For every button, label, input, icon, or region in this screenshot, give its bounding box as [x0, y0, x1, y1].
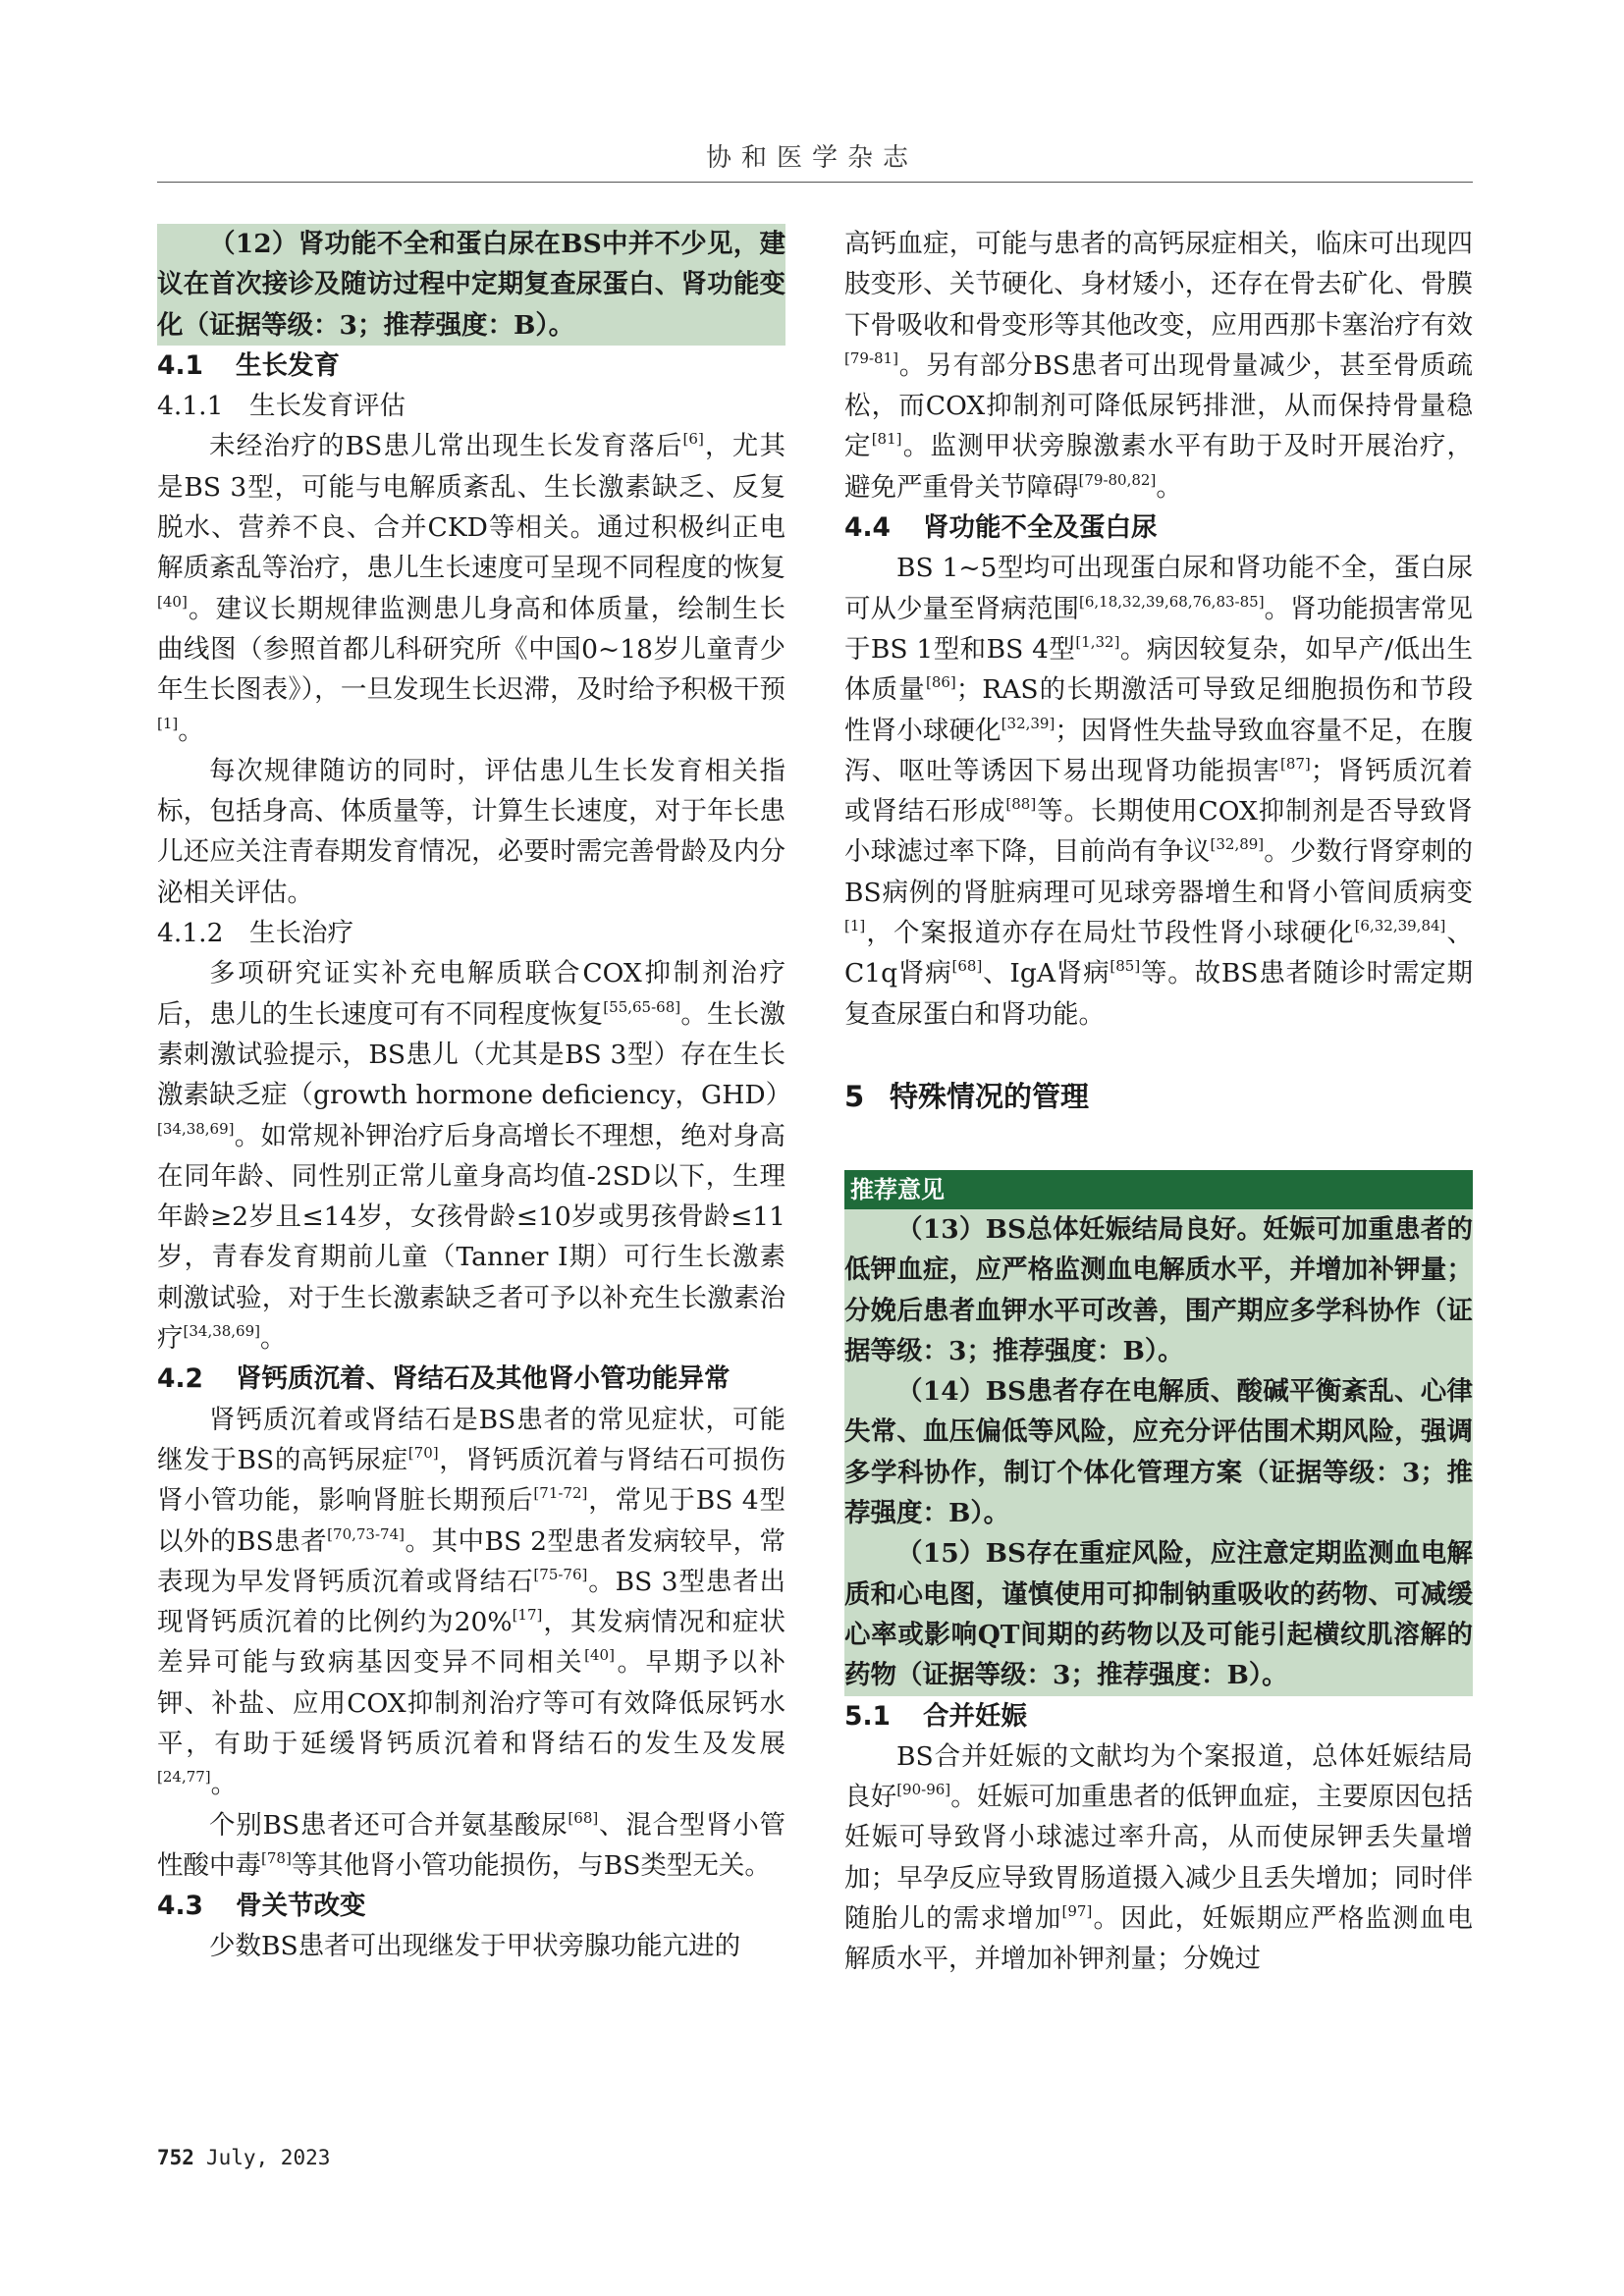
page-number: 752	[157, 2146, 194, 2169]
citation: [79-81]	[844, 348, 898, 367]
citation: [86]	[925, 673, 956, 692]
paragraph-growth-treatment: 多项研究证实补充电解质联合COX抑制剂治疗后，患儿的生长速度可有不同程度恢复[55,65-68]。生长激素刺激试验提示，BS患儿（尤其是BS 3型）存在生长激素缺乏症（growth hormone deficiency，GHD）[34,38,69]。如常规补钾治疗后身高增长不理想，绝对身高在同年龄、同性别正常儿童身高均值-2SD以下，生理年龄≥2岁且≤14岁，女孩骨龄≤10岁或男孩骨龄≤11岁，青春发育期前儿童（Tanner Ⅰ期）可行生长激素刺激试验，对于生长激素缺乏者可予以补充生长激素治疗[34,38,69]。	[157, 958, 792, 1355]
recommendation-box	[844, 1170, 1473, 1696]
paragraph-renal-proteinuria: BS 1~5型均可出现蛋白尿和肾功能不全，蛋白尿可从少量至肾病范围[6,18,32,39,68,76,83-85]。肾功能损害常见于BS 1型和BS 4型[1,32]。病因较复杂，如早产/低出生体质量[86]；RAS的长期激活可导致足细胞损伤和节段性肾小球硬化[32,39]；因肾性失盐导致血容量不足，在腹泻、呕吐等诱因下易出现肾功能损害[87]；肾钙质沉着或肾结石形成[88]等。长期使用COX抑制剂是否导致肾小球滤过率下降，目前尚有争议[32,89]。少数行肾穿刺的BS病例的肾脏病理可见球旁器增生和肾小管间质病变[1]，个案报道亦存在局灶节段性肾小球硬化[6,32,39,84]、C1q肾病[68]、IgA肾病[85]等。故BS患者随诊时需定期复查尿蛋白和肾功能。	[844, 553, 1474, 1030]
section-4-1-2-heading: 4.1.2 生长治疗	[157, 918, 353, 949]
page-footer	[157, 2146, 330, 2169]
citation: [85]	[1110, 957, 1141, 976]
paragraph-followup: 每次规律随访的同时，评估患儿生长发育相关指标，包括身高、体质量等，计算生长速度，对于年长患儿还应关注青春期发育情况，必要时需完善骨龄及内分泌相关评估。	[157, 755, 785, 908]
paragraph-nephrocalcinosis: 肾钙质沉着或肾结石是BS患者的常见症状，可能继发于BS的高钙尿症[70]，肾钙质沉着与肾结石可损伤肾小管功能，影响肾脏长期预后[71-72]，常见于BS 4型以外的BS患者[70,73-74]。其中BS 2型患者发病较早，常表现为早发肾钙质沉着或肾结石[75-76]。BS 3型患者出现肾钙质沉着的比例约为20%[17]，其发病情况和症状差异可能与致病基因变异不同相关[40]。早期予以补钾、补盐、应用COX抑制剂治疗等可有效降低尿钙水平，有助于延缓肾钙质沉着和肾结石的发生及发展[24,77]。	[157, 1404, 786, 1800]
journal-header: 协和医学杂志	[705, 143, 918, 173]
section-4-2-heading: 4.2 肾钙质沉着、肾结石及其他肾小管功能异常	[157, 1363, 731, 1395]
citation: [40]	[584, 1646, 615, 1665]
citation: [88]	[1005, 795, 1037, 814]
citation: [70,73-74]	[327, 1524, 405, 1543]
citation: [6]	[682, 430, 704, 449]
recommendation-box-title: 推荐意见	[844, 1170, 1473, 1209]
citation: [40]	[157, 592, 188, 611]
paragraph-bone-start: 少数BS患者可出现继发于甲状旁腺功能亢进的	[209, 1931, 741, 1962]
citation: [34,38,69]	[157, 1119, 235, 1138]
issue-date: July, 2023	[205, 2146, 331, 2169]
citation: [78]	[261, 1848, 292, 1867]
citation: [1,32]	[1075, 632, 1120, 651]
header-rule	[157, 182, 1473, 183]
paragraph-pregnancy: BS合并妊娠的文献均为个案报道，总体妊娠结局良好[90-96]。妊娠可加重患者的低钾血症，主要原因包括妊娠可导致肾小球滤过率升高，从而使尿钾丢失量增加；早孕反应导致胃肠道摄入减少且丢失增加；同时伴随胎儿的需求增加[97]。因此，妊娠期应严格监测血电解质水平，并增加补钾剂量；分娩过	[844, 1740, 1474, 1975]
section-4-1-heading: 4.1 生长发育	[157, 349, 340, 381]
section-4-4-heading: 4.4 肾功能不全及蛋白尿	[844, 512, 1158, 544]
right-column	[844, 224, 1473, 1980]
section-5-1-heading: 5.1 合并妊娠	[844, 1700, 1027, 1732]
citation: [87]	[1279, 754, 1311, 773]
citation: [70]	[407, 1443, 439, 1462]
paragraph-tubular-other: 个别BS患者还可合并氨基酸尿[68]、混合型肾小管性酸中毒[78]等其他肾小管功能损伤，与BS类型无关。	[157, 1808, 785, 1881]
citation: [90-96]	[896, 1781, 951, 1799]
citation: [71-72]	[533, 1484, 588, 1503]
citation: [68]	[568, 1808, 599, 1827]
citation: [34,38,69]	[183, 1322, 261, 1341]
paragraph-growth-assessment: 未经治疗的BS患儿常出现生长发育落后[6]，尤其是BS 3型，可能与电解质紊乱、生长激素缺乏、反复脱水、营养不良、合并CKD等相关。通过积极纠正电解质紊乱等治疗，患儿生长速度可呈现不同程度的恢复[40]。建议长期规律监测患儿身高和体质量，绘制生长曲线图（参照首都儿科研究所《中国0~18岁儿童青少年生长图表》），一旦发现生长迟滞，及时给予积极干预[1]。	[157, 430, 785, 746]
citation: [1]	[157, 714, 179, 732]
citation: [75-76]	[533, 1565, 588, 1583]
paragraph-bone-continued: 高钙血症，可能与患者的高钙尿症相关，临床可出现四肢变形、关节硬化、身材矮小，还存在骨去矿化、骨膜下骨吸收和骨变形等其他改变，应用西那卡塞治疗有效[79-81]。另有部分BS患者可出现骨量减少，甚至骨质疏松，而COX抑制剂可降低尿钙排泄，从而保持骨量稳定[81]。监测甲状旁腺激素水平有助于及时开展治疗，避免严重骨关节障碍[79-80,82]。	[844, 229, 1474, 503]
citation: [68]	[951, 957, 983, 976]
citation: [17]	[512, 1606, 543, 1625]
section-4-3-heading: 4.3 骨关节改变	[157, 1891, 366, 1922]
recommendation-12-box	[157, 224, 785, 346]
citation: [1]	[844, 917, 866, 935]
citation: [55,65-68]	[603, 997, 681, 1016]
citation: [32,89]	[1210, 835, 1265, 854]
citation: [32,39]	[1001, 714, 1056, 732]
left-column	[157, 224, 792, 1967]
recommendation-12: （12）肾功能不全和蛋白尿在BS中并不少见，建议在首次接诊及随访过程中定期复查尿蛋白、肾功能变化（证据等级：3；推荐强度：B）。	[157, 229, 785, 341]
citation: [79-80,82]	[1078, 470, 1157, 489]
recommendation-14: （14）BS患者存在电解质、酸碱平衡紊乱、心律失常、血压偏低等风险，应充分评估围术期风险，强调多学科协作，制订个体化管理方案（证据等级：3；推荐强度：B）。	[844, 1376, 1473, 1529]
recommendation-15: （15）BS存在重症风险，应注意定期监测血电解质和心电图，谨慎使用可抑制钠重吸收的药物、可减缓心率或影响QT间期的药物以及可能引起横纹肌溶解的药物（证据等级：3；推荐强度：B）。	[844, 1538, 1473, 1691]
citation: [81]	[871, 430, 902, 449]
citation: [6,18,32,39,68,76,83-85]	[1079, 592, 1265, 611]
section-5-heading: 5 特殊情况的管理	[844, 1079, 1090, 1113]
citation: [24,77]	[157, 1768, 211, 1787]
recommendation-13: （13）BS总体妊娠结局良好。妊娠可加重患者的低钾血症，应严格监测血电解质水平，并增加补钾量；分娩后患者血钾水平可改善，围产期应多学科协作（证据等级：3；推荐强度：B）。	[844, 1213, 1473, 1366]
citation: [6,32,39,84]	[1354, 917, 1446, 935]
citation: [97]	[1061, 1901, 1093, 1920]
section-4-1-1-heading: 4.1.1 生长发育评估	[157, 391, 406, 422]
